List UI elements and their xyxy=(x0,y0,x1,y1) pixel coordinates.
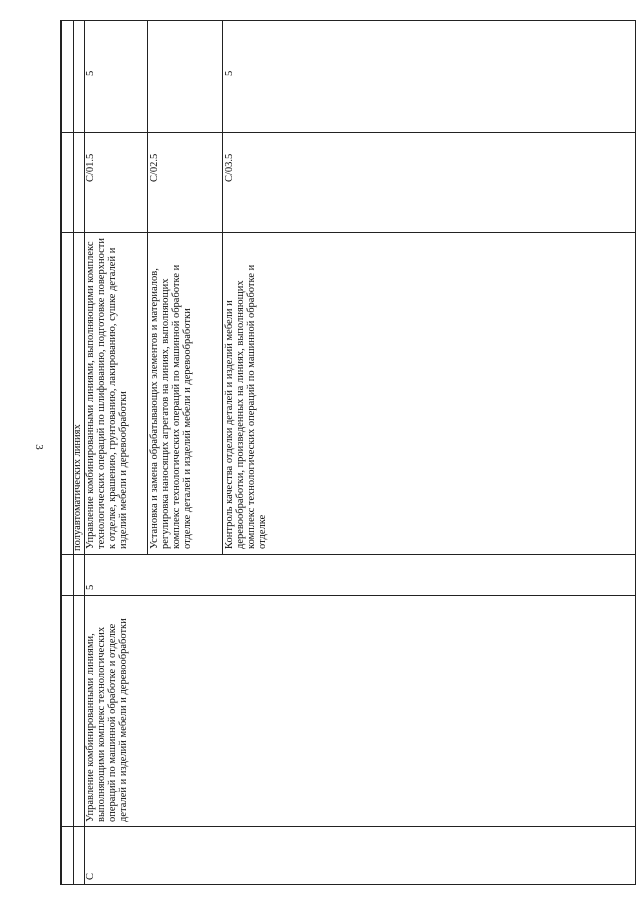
task-1-level: 5 xyxy=(85,70,96,76)
task-1-name: Управление комбинированными линиями, выполняющими комплекс технологических операций по шлифованию, подготовке поверхности к отделке, крашению, грунтованию, лакированию, сушке деталей и изделий мебели и деревообработки xyxy=(85,238,129,549)
competency-table xyxy=(60,20,635,885)
previous-row-fragment: полуавтоматических линиях xyxy=(72,424,83,551)
task-1-code: C/01.5 xyxy=(85,153,96,182)
function-level: 5 xyxy=(85,584,96,590)
task-2-name: Установка и замена обрабатывающих элементов и материалов, регулировка наносящих агрегатов на линиях, выполняющих комплекс технологических операций по машинной обработке и отделке деталей и изделий мебели и деревообработки xyxy=(149,264,193,549)
table-right-border xyxy=(60,20,636,21)
table-left-border xyxy=(60,884,636,885)
task-3-level: 5 xyxy=(224,70,235,76)
table-bottom-border xyxy=(635,20,636,885)
task-3-code: C/03.5 xyxy=(224,153,235,182)
page-number: 3 xyxy=(33,444,45,450)
column-divider-3 xyxy=(60,554,636,555)
column-divider-4 xyxy=(60,232,636,233)
column-divider-2 xyxy=(60,595,636,596)
column-divider-5 xyxy=(60,132,636,133)
table-top-border xyxy=(60,20,62,885)
function-code: C xyxy=(85,872,96,880)
column-divider-1 xyxy=(60,826,636,827)
function-name: Управление комбинированными линиями, выполняющими комплекс технологических операций по машинной обработке и отделке деталей и изделий мебели и деревообработки xyxy=(85,618,129,822)
task-3-name: Контроль качества отделки деталей и изделий мебели и деревообработки, произведенных на линиях, выполняющих комплекс технологических операций по машинной обработке и отделке xyxy=(224,264,268,549)
task-2-code: C/02.5 xyxy=(149,153,160,182)
task-2-level xyxy=(148,49,164,79)
